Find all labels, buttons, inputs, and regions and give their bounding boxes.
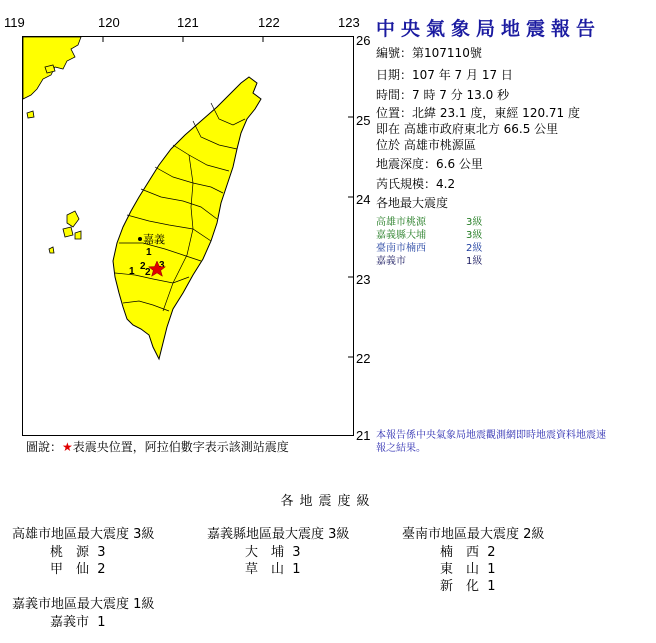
station-level: 3 [97, 545, 106, 560]
report-time-row [376, 86, 509, 103]
report-located-line1: 即在 高雄市政府東北方 66.5 公里 [376, 122, 559, 136]
lat-tick-23: 23 [356, 272, 371, 287]
station-name: 楠 西 [440, 545, 480, 560]
intensity-level: 1級 [466, 256, 483, 267]
report-number-label: 編號： [376, 46, 413, 60]
station-name: 大 埔 [245, 545, 285, 560]
station-digit: 2 [140, 261, 146, 272]
report-position: 北緯 23.1 度，東經 120.71 度 [412, 106, 580, 120]
lon-tick-123: 123 [338, 15, 360, 30]
intensity-row [376, 252, 482, 267]
lon-tick-121: 121 [177, 15, 199, 30]
lat-tick-22: 22 [356, 351, 371, 366]
station-level: 1 [487, 562, 496, 577]
station-digit: 1 [129, 266, 135, 277]
lat-tick-26: 26 [356, 33, 371, 48]
island-small-2 [27, 111, 34, 118]
penghu-islands [49, 211, 81, 253]
intensity-level: 2級 [466, 243, 483, 254]
lat-tick-25: 25 [356, 113, 371, 128]
report-note: 本報告係中央氣象局地震觀測網即時地震資料地震速報之結果。 [376, 430, 606, 454]
report-position-row [376, 104, 580, 121]
lat-tick-24: 24 [356, 192, 371, 207]
report-magnitude-row [376, 175, 455, 192]
report-number-row [376, 44, 482, 61]
report-position-label: 位置： [376, 106, 413, 120]
group-title-tainan: 臺南市地區最大震度 2級 [402, 527, 545, 542]
station-name: 新 化 [440, 579, 480, 594]
station-name: 桃 源 [50, 545, 90, 560]
station-row [245, 558, 301, 577]
station-level: 1 [487, 579, 496, 594]
star-icon: ★ [62, 440, 73, 454]
lon-tick-122: 122 [258, 15, 280, 30]
report-magnitude: 4.2 [436, 177, 456, 191]
group-title-kaohsiung: 高雄市地區最大震度 3級 [12, 527, 155, 542]
station-row [50, 611, 106, 630]
station-level: 3 [292, 545, 301, 560]
station-digit: 1 [146, 247, 152, 258]
chiayi-city-dot [138, 237, 142, 241]
report-date: 107 年 7 月 17 日 [412, 68, 513, 82]
report-date-row [376, 66, 513, 83]
station-row [440, 575, 496, 594]
intensity-area: 嘉義縣大埔 [376, 230, 426, 241]
report-magnitude-label: 芮氏規模： [376, 177, 437, 191]
station-name: 東 山 [440, 562, 480, 577]
report-date-label: 日期： [376, 68, 413, 82]
intensity-area: 高雄市桃源 [376, 217, 426, 228]
map-legend [26, 438, 289, 455]
intensity-level: 3級 [466, 217, 483, 228]
chiayi-city-label: 嘉義 [143, 234, 165, 246]
intensity-level: 3級 [466, 230, 483, 241]
report-depth: 6.6 公里 [436, 157, 483, 171]
report-depth-label: 地震深度： [376, 157, 437, 171]
station-row [50, 558, 106, 577]
station-level: 1 [292, 562, 301, 577]
report-number: 第107110號 [412, 46, 482, 60]
group-title-chiayi-county: 嘉義縣地區最大震度 3級 [207, 527, 350, 542]
report-located-line2: 位於 高雄市桃源區 [376, 138, 476, 152]
lat-tick-21: 21 [356, 428, 371, 443]
report-depth-row [376, 155, 483, 172]
group-title-chiayi-city: 嘉義市地區最大震度 1級 [12, 597, 155, 612]
taiwan-island [113, 77, 261, 359]
report-time: 7 時 7 分 13.0 秒 [412, 88, 510, 102]
intensity-area: 臺南市楠西 [376, 243, 426, 254]
intensity-area: 嘉義市 [376, 256, 406, 267]
station-digit: 2 [145, 267, 151, 278]
station-name: 甲 仙 [50, 562, 90, 577]
station-name: 嘉義市 [50, 615, 90, 630]
lon-tick-120: 120 [98, 15, 120, 30]
lon-tick-119: 119 [4, 15, 25, 30]
map-canvas [23, 37, 353, 435]
station-digit: 3 [159, 260, 165, 271]
legend-text: 表震央位置，阿拉伯數字表示該測站震度 [72, 440, 289, 454]
station-level: 2 [487, 545, 496, 560]
station-level: 1 [97, 615, 106, 630]
max-intensity-heading: 各地最大震度 [376, 196, 449, 210]
report-title: 中央氣象局地震報告 [376, 18, 602, 40]
report-time-label: 時間： [376, 88, 413, 102]
epicenter-map [22, 36, 354, 436]
station-name: 草 山 [245, 562, 285, 577]
section-title: 各地震度級 [280, 494, 376, 509]
station-level: 2 [97, 562, 106, 577]
legend-prefix: 圖說： [26, 440, 63, 454]
